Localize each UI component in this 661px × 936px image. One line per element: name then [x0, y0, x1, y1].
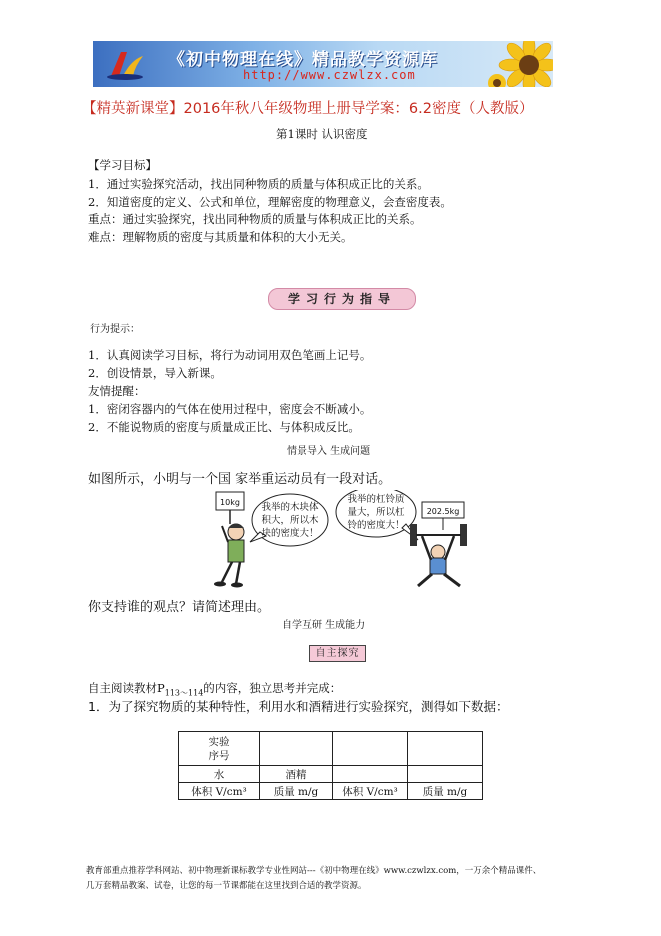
reading-text: 自主阅读教材P [88, 681, 165, 695]
difficult-point: 难点：理解物质的密度与其质量和体积的大小无关。 [88, 230, 353, 244]
reading-text-end: 的内容，独立思考并完成： [203, 681, 342, 695]
table-cell[interactable] [333, 766, 408, 783]
table-row [179, 732, 483, 766]
banner-url[interactable]: http://www.czwlzx.com [243, 68, 416, 82]
reminder-item: 1．密闭容器内的气体在使用过程中，密度会不断减小。 [88, 402, 372, 416]
reminder-item: 2．不能说物质的密度与质量成正比、与体积成反比。 [88, 420, 360, 434]
table-cell[interactable] [408, 766, 483, 783]
table-cell-header: 体积 V/cm³ [179, 783, 260, 800]
question-text: 你支持谁的观点？请简述理由。 [88, 600, 271, 615]
table-cell-header: 实验 序号 [179, 732, 260, 766]
table-cell-header: 酒精 [260, 766, 333, 783]
section-heading-selfstudy: 自学互研 生成能力 [282, 620, 366, 631]
page-range: 113～114 [164, 688, 204, 698]
table-cell[interactable] [260, 732, 333, 766]
section-heading-scenario: 情景导入 生成问题 [287, 446, 371, 457]
table-cell[interactable] [333, 732, 408, 766]
reminder-heading: 友情提醒： [88, 384, 146, 398]
footer-line: 几万套精品教案、试卷，让您的每一节课都能在这里找到合适的教学资源。 [86, 881, 367, 891]
left-sign-label: 10kg [220, 498, 240, 507]
table-cell-header: 体积 V/cm³ [333, 783, 408, 800]
table-row [179, 783, 483, 800]
lesson-subtitle: 第1课时 认识密度 [276, 127, 368, 141]
sunflower-icon [485, 41, 553, 87]
document-title: 【精英新课堂】2016年秋八年级物理上册导学案：6.2密度（人教版） [82, 101, 534, 117]
table-cell-header: 质量 m/g [260, 783, 333, 800]
key-point: 重点：通过实验探究，找出同种物质的质量与体积成正比的关系。 [88, 212, 422, 226]
left-bubble-line: 块的密度大！ [261, 528, 319, 539]
table-cell[interactable] [408, 732, 483, 766]
site-logo-icon [103, 46, 147, 82]
dialogue-illustration [206, 490, 472, 590]
tip-item: 2．创设情景，导入新课。 [88, 366, 222, 380]
question-1: 1．为了探究物质的某种特性，利用水和酒精进行实验探究，测得如下数据： [88, 699, 509, 714]
tip-item: 1．认真阅读学习目标，将行为动词用双色笔画上记号。 [88, 348, 372, 362]
right-bubble-line: 铃的密度大！ [347, 520, 405, 531]
objective-item: 2．知道密度的定义、公式和单位，理解密度的物理意义，会查密度表。 [88, 195, 452, 209]
right-speech-bubble [336, 490, 418, 540]
behavior-guidance-badge: 学习行为指导 [268, 288, 416, 310]
footer-line: 教育部重点推荐学科网站、初中物理新课标教学专业性网站---《初中物理在线》www.czwlzx.com，一万余个精品课件、 [86, 866, 542, 876]
banner-slogan: 《初中物理在线》精品教学资源库 [168, 50, 438, 70]
self-explore-badge: 自主探究 [309, 645, 366, 662]
right-bubble-line: 我举的杠铃质 [347, 494, 405, 505]
table-row [179, 766, 483, 783]
header-banner [93, 41, 553, 87]
left-bubble-line: 我举的木块体 [261, 502, 319, 513]
objective-item: 1．通过实验探究活动，找出同种物质的质量与体积成正比的关系。 [88, 177, 429, 191]
experiment-data-table [178, 731, 483, 800]
objectives-heading: 【学习目标】 [88, 158, 157, 172]
scenario-text: 如图所示，小明与一个国 家举重运动员有一段对话。 [88, 472, 392, 487]
left-speech-bubble [250, 494, 328, 546]
left-bubble-line: 积大，所以木 [261, 515, 319, 526]
weightlifter-figure [410, 502, 467, 586]
table-cell-header: 水 [179, 766, 260, 783]
boy-figure [214, 492, 244, 588]
table-cell-header: 质量 m/g [408, 783, 483, 800]
tip-heading: 行为提示： [90, 324, 140, 335]
right-sign-label: 202.5kg [426, 507, 460, 516]
right-bubble-line: 量大，所以杠 [347, 507, 405, 518]
